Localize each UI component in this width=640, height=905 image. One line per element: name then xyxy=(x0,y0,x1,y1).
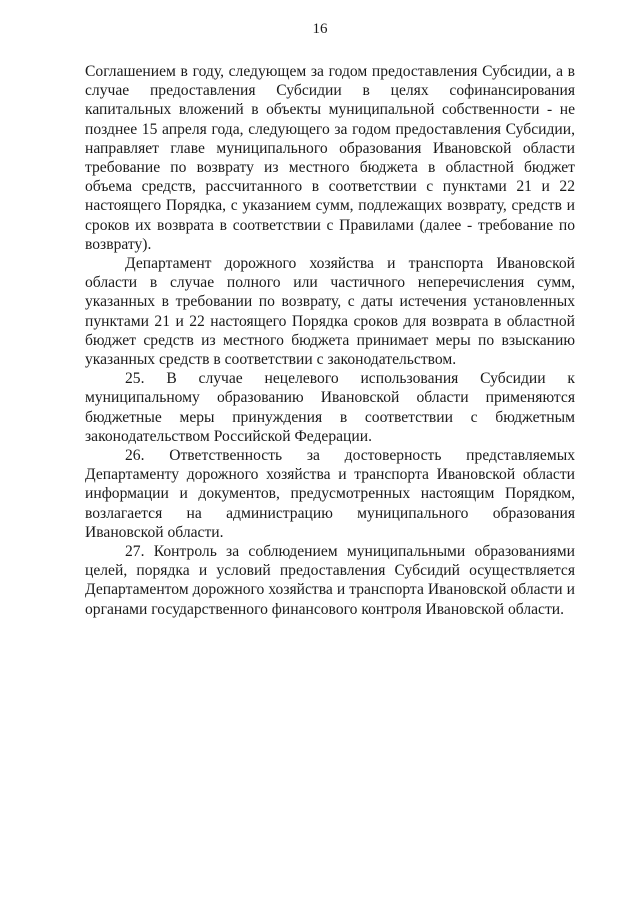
page-number: 16 xyxy=(312,21,328,37)
paragraph-continuation: Соглашением в году, следующем за годом предоставления Субсидии, а в случае предоставления Субсидии в целях софинансирования капитальных вложений в объекты муниципальной собственности - не позднее 15 апреля года, следующего за годом предоставления Субсидии, направляет главе муниципального образования Ивановской области требование по возврату из местного бюджета в областной бюджет объема средств, рассчитанного в соответствии с пунктами 21 и 22 настоящего Порядка, с указанием сумм, подлежащих возврату, средств и сроков их возврата в соответствии с Правилами (далее - требование по возврату). xyxy=(85,63,575,253)
paragraph-department-recovery: Департамент дорожного хозяйства и транспорта Ивановской области в случае полного или частичного неперечисления сумм, указанных в требовании по возврату, с даты истечения установленных пунктами 21 и 22 настоящего Порядка сроков для возврата в областной бюджет средств из местного бюджета принимает меры по взысканию указанных средств в соответствии с законодательством. xyxy=(85,255,575,369)
paragraph-item-27: 27. Контроль за соблюдением муниципальными образованиями целей, порядка и условий предоставления Субсидий осуществляется Департаментом дорожного хозяйства и транспорта Ивановской области и органами государственного финансового контроля Ивановской области. xyxy=(85,543,575,618)
document-body xyxy=(0,62,640,619)
paragraph-item-25: 25. В случае нецелевого использования Субсидии к муниципальному образованию Ивановской области применяются бюджетные меры принуждения в соответствии с бюджетным законодательством Российской Федерации. xyxy=(85,370,575,445)
paragraph-item-26: 26. Ответственность за достоверность представляемых Департаменту дорожного хозяйства и транспорта Ивановской области информации и документов, предусмотренных настоящим Порядком, возлагается на администрацию муниципального образования Ивановской области. xyxy=(85,447,575,541)
